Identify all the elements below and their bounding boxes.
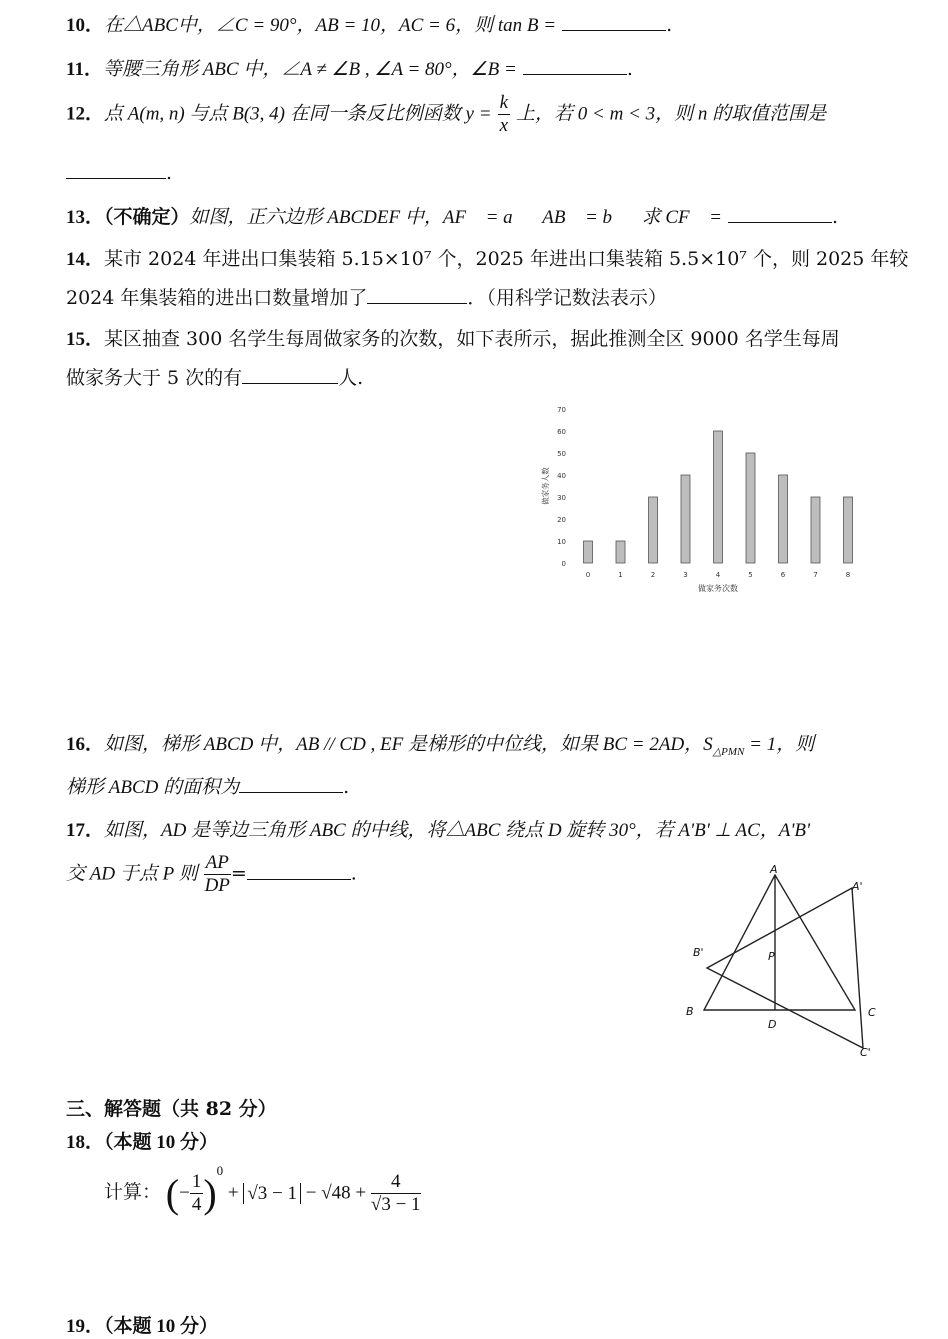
label-b: B: [686, 1005, 694, 1018]
section-heading: 三、解答题（共 82 分）: [66, 1098, 277, 1120]
answer-blank[interactable]: [728, 204, 832, 223]
question-number: 14．: [66, 249, 105, 270]
question-10: 10．在△ABC中，∠C = 90°，AB = 10，AC = 6，则 tan B = .: [66, 14, 673, 36]
question-number: 15．: [66, 329, 105, 350]
question-15-line2: [66, 363, 363, 390]
equals-sign: =: [230, 862, 247, 885]
label-b1: B': [693, 946, 704, 959]
question-text: 如图，梯形 ABCD 中，AB // CD , EF 是梯形的中位线，如果 BC = 2AD，S: [104, 734, 713, 755]
question-text: 点 A(m, n) 与点 B(3, 4) 在同一条反比例函数 y =: [104, 103, 492, 125]
question-text: 某市 2024 年进出口集装箱 5.15×10⁷ 个，2025 年进出口集装箱 5.5×10⁷ 个，则 2025 年较: [104, 248, 909, 270]
question-19: [66, 1311, 218, 1338]
x-tick-label: 2: [650, 571, 656, 579]
question-text: 某区抽查 300 名学生每周做家务的次数，如下表所示，据此推测全区 9000 名学生每周: [104, 328, 840, 350]
x-tick-label: 4: [715, 571, 721, 579]
question-text: 2024 年集装箱的进出口数量增加了: [66, 287, 368, 309]
housework-bar-chart: [530, 400, 870, 600]
question-text: 如图，正六边形 ABCDEF 中，AF⃗ = a⃗，AB⃗ = b⃗，求 CF⃗ =: [189, 207, 722, 228]
bar: [681, 475, 690, 563]
x-tick-label: 1: [618, 571, 623, 579]
label-c: C: [868, 1006, 876, 1019]
fraction-k-over-x: $\frac{k}{x}$: [499, 92, 508, 136]
subscript: △PMN: [712, 745, 745, 758]
bar: [616, 541, 625, 563]
bar: [649, 497, 658, 563]
question-12: [66, 92, 826, 137]
question-text: 梯形 ABCD 的面积为: [66, 777, 240, 798]
question-14: [66, 244, 908, 271]
question-number: 13．: [66, 207, 105, 228]
y-axis-label: 做家务人数: [541, 467, 550, 505]
question-text: 人.: [338, 367, 364, 389]
question-text: ．（用科学记数法表示）: [467, 287, 667, 309]
question-number: 12．: [66, 103, 105, 125]
triangle-abc: [704, 875, 855, 1010]
x-tick-label: 6: [780, 571, 786, 579]
bar: [811, 497, 820, 563]
fraction-one-quarter: $\frac{1}{4}$: [191, 1171, 202, 1215]
bar: [779, 475, 788, 563]
y-tick-label: 60: [557, 428, 566, 436]
question-text: 在△ABC中，∠C = 90°，AB = 10，AC = 6，则 tan B =: [104, 15, 557, 36]
question-text: 交 AD 于点 P 则: [66, 863, 198, 885]
y-tick-label: 20: [557, 516, 566, 524]
bar: [714, 431, 723, 563]
label-a: A: [770, 863, 778, 876]
period: .: [343, 776, 350, 798]
question-number: 10．: [66, 15, 105, 36]
fraction-ap-over-dp: $\frac{AP}{DP}$: [204, 852, 230, 896]
question-15: [66, 324, 840, 351]
compute-label: 计算：: [104, 1181, 162, 1203]
y-tick-label: 50: [557, 450, 566, 458]
exponent: 0: [216, 1162, 224, 1178]
y-tick-label: 10: [557, 538, 566, 546]
question-number: 17．: [66, 820, 105, 841]
question-number: 16．: [66, 734, 105, 755]
bar: [584, 541, 593, 563]
label-p: P: [768, 950, 775, 963]
sqrt-48: √48: [321, 1182, 351, 1204]
answer-blank[interactable]: [562, 12, 666, 31]
answer-blank[interactable]: [523, 56, 627, 75]
answer-blank[interactable]: [367, 285, 467, 304]
question-18: [66, 1127, 218, 1154]
bar: [746, 453, 755, 563]
x-tick-label: 0: [585, 571, 591, 579]
question-number: 19．: [66, 1316, 105, 1337]
question-16: [66, 729, 814, 758]
label-d: D: [768, 1018, 777, 1031]
label-a1: A': [852, 880, 863, 893]
question-13: 13．（不确定）如图，正六边形 ABCDEF 中，AF⃗ = a⃗，AB⃗ = b⃗，求 CF⃗ = .: [66, 206, 839, 228]
x-tick-label: 3: [683, 571, 688, 579]
question-number: 18．: [66, 1132, 105, 1153]
answer-blank[interactable]: [247, 861, 351, 880]
y-tick-label: 40: [557, 472, 566, 480]
answer-blank[interactable]: [239, 774, 343, 793]
y-tick-label: 30: [557, 494, 566, 502]
question-16-line2: [66, 772, 349, 799]
x-tick-label: 7: [813, 571, 818, 579]
question-17: [66, 815, 810, 842]
x-tick-label: 5: [748, 571, 753, 579]
question-text: 上，若 0 < m < 3，则 n 的取值范围是: [516, 103, 827, 125]
triangle-a1b1c1: [707, 888, 863, 1048]
bar: [844, 497, 853, 563]
x-axis-label: 做家务次数: [698, 584, 738, 593]
y-tick-label: 70: [557, 406, 566, 414]
answer-blank[interactable]: [66, 160, 166, 179]
absolute-value: √3 − 1: [243, 1183, 301, 1204]
y-tick-label: 0: [561, 560, 566, 568]
rotated-triangle-figure: [680, 860, 900, 1070]
question-text: 等腰三角形 ABC 中，∠A ≠ ∠B , ∠A = 80°，∠B =: [102, 59, 517, 80]
question-number: 11．: [66, 59, 103, 80]
label-c1: C': [860, 1046, 871, 1059]
q18-expression: 计算： (− $\frac{1}{4}$ )$^0$ + √3 − 1 − √48 + $\frac{4}{√3 - 1}$: [104, 1162, 421, 1216]
question-text: 做家务大于 5 次的有: [66, 367, 243, 389]
question-tag: （本题 10 分）: [104, 1132, 219, 1153]
fraction-four-over: $\frac{4}{√3 - 1}$: [370, 1171, 421, 1215]
question-tag: （本题 10 分）: [104, 1316, 219, 1337]
x-tick-label: 8: [845, 571, 851, 579]
answer-blank[interactable]: [242, 365, 338, 384]
question-text: 如图，AD 是等边三角形 ABC 的中线，将△ABC 绕点 D 旋转 30°，若 A'B' ⊥ AC，A'B': [104, 820, 811, 841]
question-12-blank-line: .: [66, 160, 172, 184]
question-tag: （不确定）: [104, 207, 190, 228]
question-text: = 1，则: [744, 734, 815, 755]
question-14-line2: [66, 283, 667, 310]
question-17-line2: 交 AD 于点 P 则 $\frac{AP}{DP}$ = .: [66, 852, 357, 896]
question-11: 11．等腰三角形 ABC 中，∠A ≠ ∠B , ∠A = 80°，∠B = .: [66, 58, 633, 80]
